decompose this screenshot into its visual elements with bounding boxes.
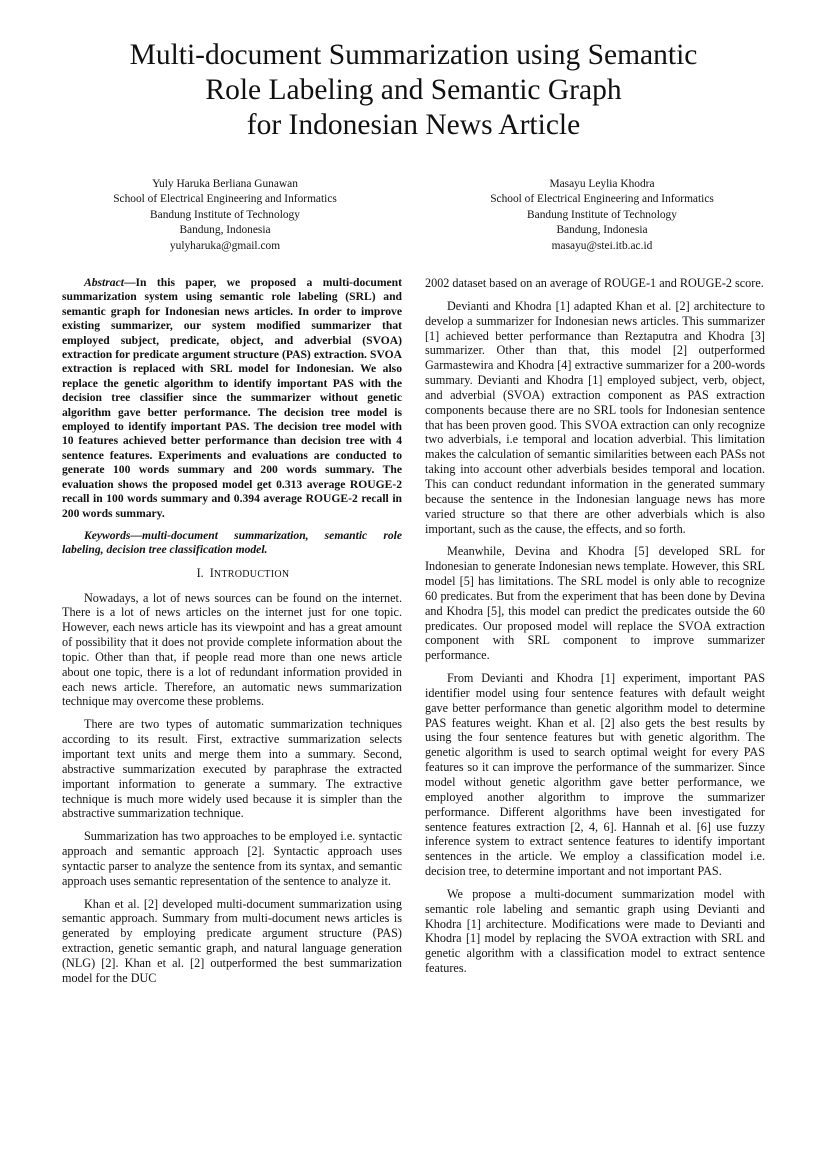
body-paragraph: We propose a multi-document summarization model with semantic role labeling and semantic graph using Devianti and Khodra [1] architecture. Modifications were made to Devianti and Khodra [1] model by replacing the SVOA extraction with SRL and genetic algorithm with a classification model to extract sentence features. <box>425 886 765 976</box>
body-paragraph: From Devianti and Khodra [1] experiment, important PAS identifier model using four sentence features with default weight gave better performance than genetic algorithm model to determine PAS features weight. Khan et al. [2] also gets the best results by using the four sentence features but with genetic algorithm. The genetic algorithm is used to search optimal weight for every PAS features so it can improve the performance of the summarizer. Since model without genetic algorithm gave better performance, we employed another algorithm to improve the summarizer performance. Different algorithms have been investigated for sentence features extraction [2, 4, 6]. Hannah et al. [6] use fuzzy inference system to extract sentence features to identify important sentences in the article. We employ a classification model i.e. decision tree, to determine important and not important PAS. <box>425 671 765 879</box>
author-name: Masayu Leylia Khodra <box>549 178 655 190</box>
section-title-initial: I <box>209 565 214 580</box>
section-heading <box>62 566 402 583</box>
keywords-text: —multi-document summarization, semantic role labeling, decision tree classification model. <box>62 528 402 557</box>
author-dept: School of Electrical Engineering and Informatics <box>113 193 337 206</box>
body-paragraph: Devianti and Khodra [1] adapted Khan et al. [2] architecture to develop a summarizer for Indonesian news articles. This summarizer [1] achieved better performance than Reztaputra and Khodra [3] summarizer. Other than that, this model [2] outperformed Garmastewira and Khodra [4] extractive summarizer for a 200-words summary. Devianti and Khodra [1] employed subject, verb, object, and adverbial (SVOA) extraction component as PAS extraction components because there are no SRL tools for Indonesian sentence that has been proven good. This SVOA extraction can only recognize two adverbials, i.e temporal and location adverbial. This limitation makes the calculation of semantic similarities between each PASs not taking into account other adverbials besides temporal and location. This can conduct redundant information in the generated summary because the sentence in the Indonesian language news has more varied structure so that there are other adverbials which is also important, such as the cause, the effects, and so forth. <box>425 298 765 536</box>
body-paragraph: There are two types of automatic summarization techniques according to its result. First, extractive summarization selects important text units and merge them into a summary. Second, abstractive summarization executed by paraphrase the extracted important information to generate a summary. The extractive technique is much more widely used because it is simpler than the abstractive summarization technique. <box>62 717 402 821</box>
author-block-1 <box>75 177 375 254</box>
abstract-label: Abstract <box>84 276 124 289</box>
keywords <box>62 529 402 558</box>
right-column <box>425 276 765 984</box>
body-paragraph: Meanwhile, Devina and Khodra [5] developed SRL for Indonesian to generate Indonesian news template. However, this SRL model [5] has limitations. The SRL model is only able to recognize 60 predicates. But from the experiment that has been done by Devina and Khodra [5], this model can predict the predicates outside the 60 predicates. Our proposed model will replace the SVOA extraction component with SRL component to improve summarizer performance. <box>425 544 765 663</box>
author-institution: Bandung Institute of Technology <box>150 208 300 221</box>
section-title-rest: NTRODUCTION <box>213 568 290 580</box>
author-location: Bandung, Indonesia <box>179 224 271 237</box>
author-dept: School of Electrical Engineering and Informatics <box>490 193 714 206</box>
author-block-2 <box>452 177 752 254</box>
author-location: Bandung, Indonesia <box>556 224 648 237</box>
paper-title <box>60 38 767 143</box>
left-column <box>62 276 402 994</box>
body-paragraph: Khan et al. [2] developed multi-document summarization using semantic approach. Summary from multi-document news articles is generated by employing predicate argument structure (PAS) extraction, genetic semantic graph, and natural language generation (NLG) [2]. Khan et al. [2] outperformed the best summarization model for the DUC <box>62 896 402 985</box>
body-paragraph: Nowadays, a lot of news sources can be found on the internet. There is a lot of news articles on the internet just for one topic. However, each news article has its viewpoint and has a great amount of possibility that it does not provide complete information about the topic. Other than that, if people read more than one news article about one topic, there is a lot of redundant information provided in each news article. Therefore, an automatic news summarization technique may overcome these problems. <box>62 590 402 709</box>
abstract <box>62 276 402 521</box>
author-institution: Bandung Institute of Technology <box>527 208 677 221</box>
title-line: for Indonesian News Article <box>246 109 581 141</box>
abstract-text: —In this paper, we proposed a multi-document summarization system using semantic role labeling (SRL) and semantic graph for Indonesian news articles. In order to improve existing summarizer, our system modified summarizer that employed subject, predicate, object, and adverbial (SVOA) extraction for predicate argument structure (PAS) extraction. SVOA extraction is replaced with SRL model for Indonesian. We also replace the genetic algorithm to identify important PAS with the decision tree classifier since the summarizer without genetic algorithm gave better performance. The decision tree model is employed to identify important PAS. The decision tree model with 10 features achieved better performance than decision tree with 4 sentence features. Experiments and evaluations are conducted to generate 100 words summary and 200 words summary. The evaluation shows the proposed model get 0.313 average ROUGE-2 recall in 100 words summary and 0.394 average ROUGE-2 recall in 200 words summary. <box>62 276 402 520</box>
keywords-label: Keywords <box>84 528 131 542</box>
author-name: Yuly Haruka Berliana Gunawan <box>152 178 298 190</box>
author-email: masayu@stei.itb.ac.id <box>551 239 653 252</box>
section-number: I. <box>196 565 204 580</box>
title-line: Role Labeling and Semantic Graph <box>205 74 622 106</box>
body-paragraph-continuation: 2002 dataset based on an average of ROUGE-1 and ROUGE-2 score. <box>425 276 764 290</box>
author-email: yulyharuka@gmail.com <box>169 239 281 252</box>
title-line: Multi-document Summarization using Semantic <box>129 39 698 71</box>
body-paragraph: Summarization has two approaches to be employed i.e. syntactic approach and semantic approach [2]. Syntactic approach uses syntactic parser to analyze the sentence from its syntax, and semantic approach uses semantic representation of the sentence to analyze it. <box>62 829 402 888</box>
